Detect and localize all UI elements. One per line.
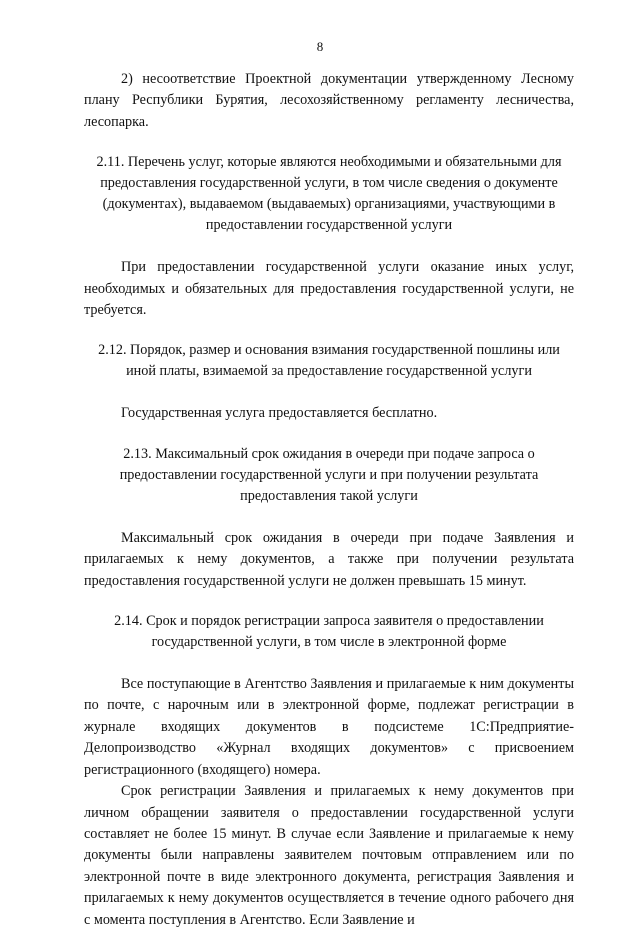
paragraph-2-11: При предоставлении государственной услуги оказание иных услуг, необходимых и обязательных для предоставления государственной услуги, не требуется.	[84, 259, 574, 319]
paragraph-item-2: 2) несоответствие Проектной документации утвержденному Лесному плану Республики Бурятия, лесохозяйственному регламенту лесничества, лесопарка.	[84, 71, 574, 130]
section-heading-2-12: 2.12. Порядок, размер и основания взимания государственной пошлины или иной платы, взимаемой за предоставление государственной услуги	[98, 342, 560, 380]
paragraph-2-14-deadline: Срок регистрации Заявления и прилагаемых к нему документов при личном обращении заявителя о предоставлении государственной услуги составляет не более 15 минут. В случае если Заявление и прилагаемые к нему документы были направлены заявителем почтовым отправлением или по электронной почте в виде электронного документа, регистрация Заявления и прилагаемых к нему документов осуществляется в течение одного рабочего дня с момента поступления в Агентство. Если Заявление и	[84, 783, 574, 928]
paragraph-2-12: Государственная услуга предоставляется бесплатно.	[121, 405, 438, 422]
section-heading-2-11: 2.11. Перечень услуг, которые являются необходимыми и обязательными для предоставления государственной услуги, в том числе сведения о документе (документах), выдаваемом (выдаваемых) организациями, участвующими в предоставлении государственной услуги	[96, 154, 562, 234]
page-number: 8	[316, 39, 324, 54]
section-heading-2-14: 2.14. Срок и порядок регистрации запроса заявителя о предоставлении государственной услуги, в том числе в электронной форме	[114, 613, 544, 651]
paragraph-2-13: Максимальный срок ожидания в очереди при подаче Заявления и прилагаемых к нему документов, а также при получении результата предоставления государственной услуги не должен превышать 15 минут.	[84, 529, 574, 589]
paragraph-2-14-registration: Все поступающие в Агентство Заявления и прилагаемые к ним документы по почте, с нарочным или в электронной форме, подлежат регистрации в журнале входящих документов в подсистеме 1С:Предприятие-Делопроизводство «Журнал входящих документов» с присвоением регистрационного (входящего) номера.	[84, 676, 574, 778]
document-body	[84, 69, 574, 931]
section-heading-2-13: 2.13. Максимальный срок ожидания в очереди при подаче запроса о предоставлении государственной услуги и при получении результата предоставления такой услуги	[119, 445, 539, 504]
